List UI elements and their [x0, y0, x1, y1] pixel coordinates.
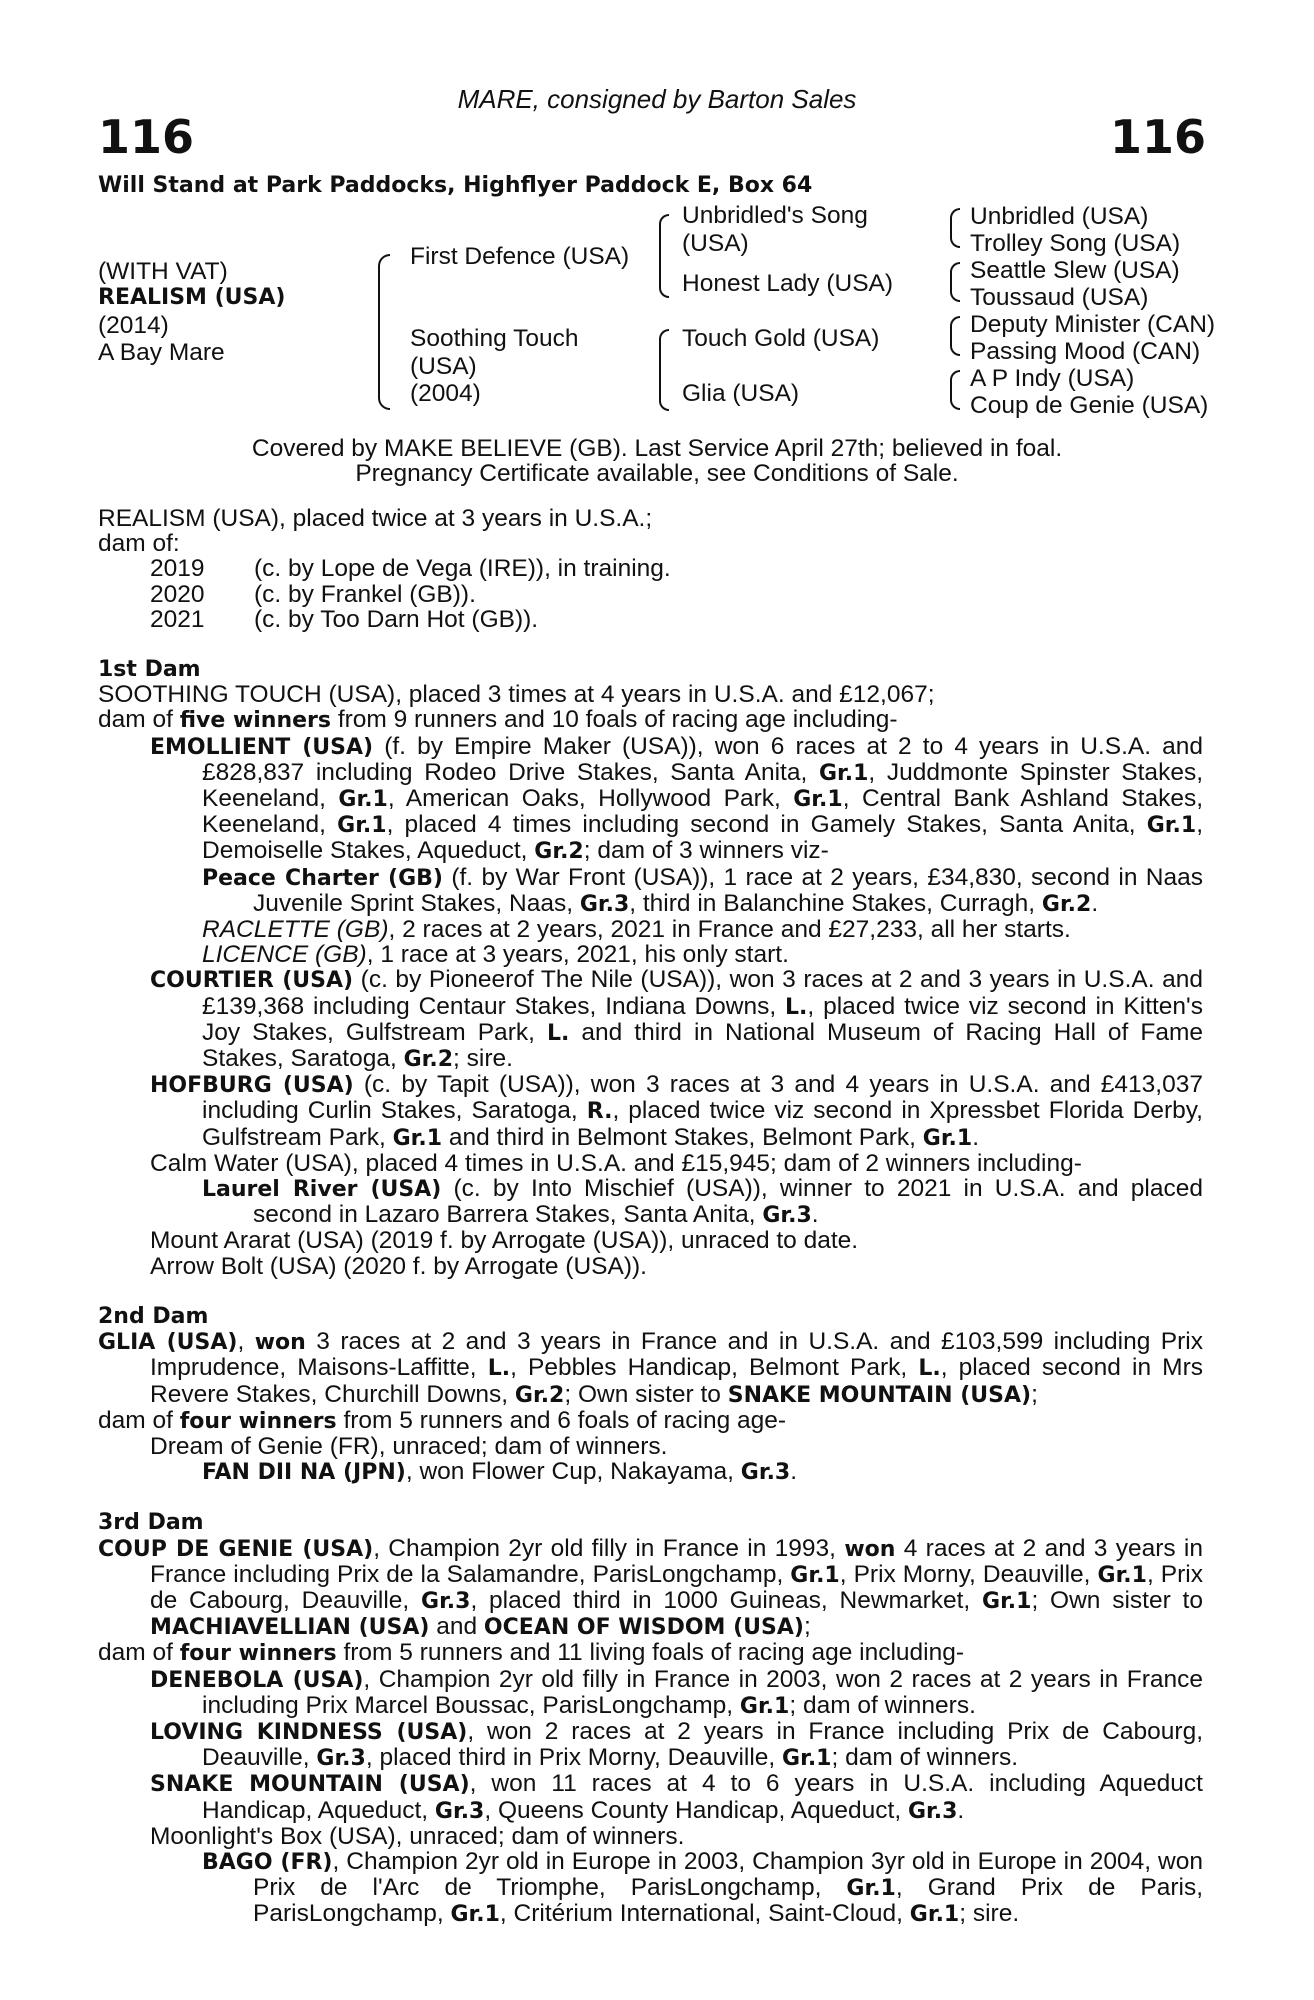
progeny-denebola: DENEBOLA (USA), Champion 2yr old filly in France in 2003, won 2 races at 2 years in France including Prix Marcel Boussac, ParisLongchamp, Gr.1; dam of winners.	[150, 1665, 1203, 1719]
produce-year: 2020	[150, 580, 205, 608]
progeny-dream-of-genie: Dream of Genie (FR), unraced; dam of winners.	[150, 1432, 668, 1460]
third-dam-damof: dam of four winners from 5 runners and 11 living foals of racing age including-	[98, 1639, 965, 1667]
progeny-bago: BAGO (FR), Champion 2yr old in Europe in 2003, Champion 3yr old in Europe in 2004, won Prix de l'Arc de Triomphe, ParisLongchamp, Gr.1, Grand Prix de Paris, ParisLongchamp, Gr.1, Critérium International, Saint-Cloud, Gr.1; sire.	[202, 1847, 1204, 1928]
progeny-loving-kindness: LOVING KINDNESS (USA), won 2 races at 2 years in France including Prix de Cabourg, Deauville, Gr.3, placed third in Prix Morny, Deauville, Gr.1; dam of winners.	[150, 1717, 1203, 1772]
sire-dam: Honest Lady (USA)	[682, 270, 894, 297]
ancestor-5: Deputy Minister (CAN)	[970, 311, 1216, 338]
pedigree-brace-g3	[950, 316, 960, 356]
produce-text: (c. by Frankel (GB)).	[254, 580, 476, 608]
progeny-snake-mountain: SNAKE MOUNTAIN (USA), won 11 races at 4 to 6 years in U.S.A. including Aqueduct Handicap, Aqueduct, Gr.3, Queens County Handicap, Aqueduct, Gr.3.	[150, 1770, 1203, 1824]
section-heading-2nd-dam: 2nd Dam	[98, 1303, 209, 1329]
produce-year: 2021	[150, 605, 205, 633]
progeny-emollient: EMOLLIENT (USA) (f. by Empire Maker (USA)), won 6 races at 2 to 4 years in U.S.A. and £828,837 including Rodeo Drive Stakes, Santa Anita, Gr.1, Juddmonte Spinster Stakes, Keeneland, Gr.1, American Oaks, Hollywood Park, Gr.1, Central Bank Ashland Stakes, Keeneland, Gr.1, placed 4 times including second in Gamely Stakes, Santa Anita, Gr.1, Demoiselle Stakes, Aqueduct, Gr.2; dam of 3 winners viz-	[150, 732, 1204, 865]
stabling-location: Will Stand at Park Paddocks, Highflyer Paddock E, Box 64	[98, 173, 813, 198]
third-dam-coup-de-genie: COUP DE GENIE (USA), Champion 2yr old filly in France in 1993, won 4 races at 2 and 3 years in France including Prix de la Salamandre, ParisLongchamp, Gr.1, Prix Morny, Deauville, Gr.1, Prix de Cabourg, Deauville, Gr.3, placed third in 1000 Guineas, Newmarket, Gr.1; Own sister to MACHIAVELLIAN (USA) and OCEAN OF WISDOM (USA);	[98, 1534, 1204, 1641]
ancestor-1: Unbridled (USA)	[970, 203, 1149, 230]
lot-number-right: 116	[1109, 110, 1206, 164]
produce-row	[98, 556, 1203, 581]
sire-sire-line2: (USA)	[682, 230, 749, 257]
pedigree-brace-g2	[950, 262, 960, 302]
progeny-hofburg: HOFBURG (USA) (c. by Tapit (USA)), won 3 races at 3 and 4 years in U.S.A. and £413,037 including Curlin Stakes, Saratoga, R., placed twice viz second in Xpressbet Florida Derby, Gulfstream Park, Gr.1 and third in Belmont Stakes, Belmont Park, Gr.1.	[150, 1071, 1203, 1151]
ancestor-6: Passing Mood (CAN)	[970, 338, 1201, 365]
horse-description: A Bay Mare	[98, 339, 225, 366]
ancestor-8: Coup de Genie (USA)	[970, 392, 1209, 419]
ancestor-2: Trolley Song (USA)	[970, 230, 1181, 257]
produce-text: (c. by Too Darn Hot (GB)).	[254, 605, 539, 633]
progeny-raclette: RACLETTE (GB), 2 races at 2 years, 2021 in France and £27,233, all her starts.	[202, 916, 1071, 944]
dam-foaling-year: (2004)	[410, 380, 481, 407]
progeny-calm-water: Calm Water (USA), placed 4 times in U.S.A. and £15,945; dam of 2 winners including-	[150, 1149, 1082, 1177]
progeny-peace-charter: Peace Charter (GB) (f. by War Front (USA)), 1 race at 2 years, £34,830, second in Naas Juvenile Sprint Stakes, Naas, Gr.3, third in Balanchine Stakes, Curragh, Gr.2.	[202, 863, 1203, 917]
horse-name: REALISM (USA)	[98, 285, 286, 310]
progeny-licence: LICENCE (GB), 1 race at 3 years, 2021, his only start.	[202, 941, 789, 969]
covering-note: Covered by MAKE BELIEVE (GB). Last Service April 27th; believed in foal.	[251, 435, 1063, 462]
progeny-courtier: COURTIER (USA) (c. by Pioneerof The Nile (USA)), won 3 races at 2 and 3 years in U.S.A. and £139,368 including Centaur Stakes, Indiana Downs, L., placed twice viz second in Kitten's Joy Stakes, Gulfstream Park, L. and third in National Museum of Racing Hall of Fame Stakes, Saratoga, Gr.2; sire.	[150, 966, 1203, 1073]
progeny-arrow-bolt: Arrow Bolt (USA) (2020 f. by Arrogate (USA)).	[150, 1252, 647, 1280]
pedigree-brace-dam	[659, 329, 669, 411]
first-dam-damof: dam of five winners from 9 runners and 10 foals of racing age including-	[98, 706, 898, 734]
second-dam-glia: GLIA (USA), won 3 races at 2 and 3 years in France and in U.S.A. and £103,599 including Prix Imprudence, Maisons-Laffitte, L., Pebbles Handicap, Belmont Park, L., placed second in Mrs Revere Stakes, Churchill Downs, Gr.2; Own sister to SNAKE MOUNTAIN (USA);	[98, 1328, 1203, 1408]
foaling-year: (2014)	[98, 312, 169, 339]
progeny-laurel-river: Laurel River (USA) (c. by Into Mischief (USA)), winner to 2021 in U.S.A. and placed second in Lazaro Barrera Stakes, Santa Anita, Gr.3.	[202, 1175, 1204, 1229]
dam-name-line2: (USA)	[410, 353, 477, 380]
produce-intro: REALISM (USA), placed twice at 3 years in U.S.A.;	[98, 505, 653, 532]
dam-sire: Touch Gold (USA)	[682, 325, 880, 352]
sire-sire-line1: Unbridled's Song	[682, 202, 868, 229]
lot-number-left: 116	[98, 110, 195, 164]
dam-dam: Glia (USA)	[682, 380, 800, 407]
pregnancy-note: Pregnancy Certificate available, see Conditions of Sale.	[355, 460, 959, 487]
sire-name: First Defence (USA)	[410, 243, 630, 270]
second-dam-damof: dam of four winners from 5 runners and 6 foals of racing age-	[98, 1406, 787, 1434]
vat-note: (WITH VAT)	[98, 258, 228, 285]
pedigree-brace-main	[378, 254, 390, 410]
ancestor-3: Seattle Slew (USA)	[970, 257, 1180, 284]
section-heading-1st-dam: 1st Dam	[98, 657, 201, 683]
produce-row	[98, 607, 1203, 632]
produce-year: 2019	[150, 555, 205, 583]
produce-text: (c. by Lope de Vega (IRE)), in training.	[254, 555, 671, 583]
dam-name-line1: Soothing Touch	[410, 325, 579, 352]
progeny-moonlights-box: Moonlight's Box (USA), unraced; dam of winners.	[150, 1822, 685, 1850]
first-dam-intro: SOOTHING TOUCH (USA), placed 3 times at 4 years in U.S.A. and £12,067;	[98, 681, 935, 709]
pedigree-brace-sire	[659, 214, 669, 298]
progeny-fan-dii-na: FAN DII NA (JPN), won Flower Cup, Nakayama, Gr.3.	[202, 1458, 798, 1486]
produce-damof: dam of:	[98, 530, 180, 558]
ancestor-4: Toussaud (USA)	[970, 284, 1149, 311]
catalogue-body	[98, 506, 1203, 1928]
pedigree-brace-g1	[950, 208, 960, 248]
produce-row	[98, 582, 1203, 607]
section-heading-3rd-dam: 3rd Dam	[98, 1510, 204, 1536]
consignor-line: MARE, consigned by Barton Sales	[457, 84, 857, 114]
progeny-mount-ararat: Mount Ararat (USA) (2019 f. by Arrogate (USA)), unraced to date.	[150, 1227, 859, 1255]
ancestor-7: A P Indy (USA)	[970, 365, 1135, 392]
pedigree-brace-g4	[950, 370, 960, 410]
